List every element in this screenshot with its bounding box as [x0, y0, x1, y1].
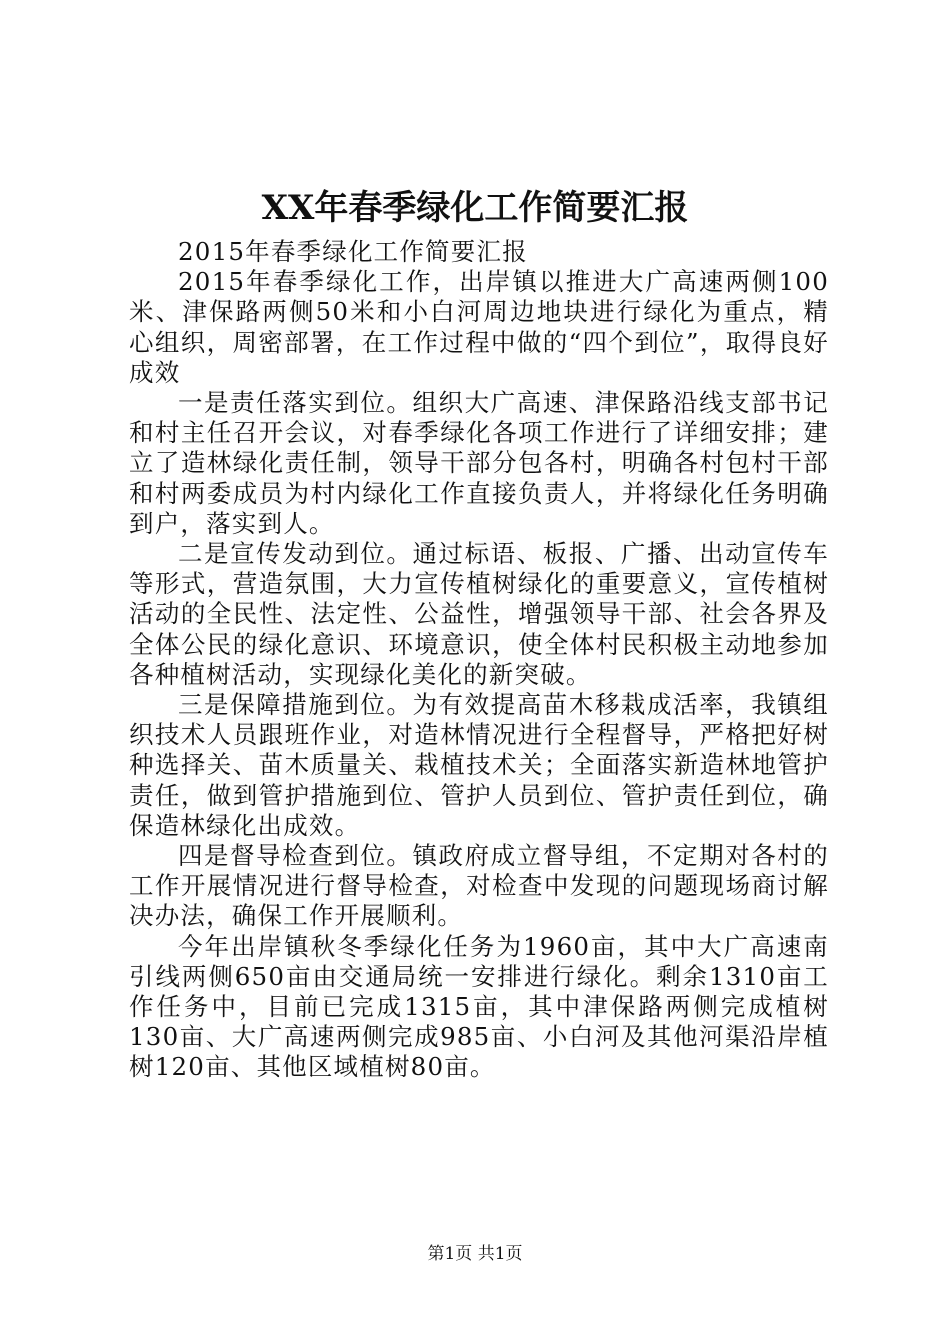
- paragraph-intro: 2015年春季绿化工作，出岸镇以推进大广高速两侧100米、津保路两侧50米和小白河周边地块进行绿化为重点，精心组织，周密部署，在工作过程中做的“四个到位”，取得良好成效: [129, 267, 829, 387]
- paragraph-progress: 今年出岸镇秋冬季绿化任务为1960亩，其中大广高速南引线两侧650亩由交通局统一安排进行绿化。剩余1310亩工作任务中，目前已完成1315亩，其中津保路两侧完成植树130亩、大广高速两侧完成985亩、小白河及其他河渠沿岸植树120亩、其他区域植树80亩。: [129, 931, 829, 1082]
- paragraph-subtitle: 2015年春季绿化工作简要汇报: [178, 237, 528, 266]
- paragraph-measures: 三是保障措施到位。为有效提高苗木移栽成活率，我镇组织技术人员跟班作业，对造林情况进行全程督导，严格把好树种选择关、苗木质量关、栽植技术关；全面落实新造林地管护责任，做到管护措施到位、管护人员到位、管护责任到位，确保造林绿化出成效。: [129, 690, 829, 840]
- document-body: [129, 237, 829, 1083]
- paragraph-publicity: 二是宣传发动到位。通过标语、板报、广播、出动宣传车等形式，营造氛围，大力宣传植树绿化的重要意义，宣传植树活动的全民性、法定性、公益性，增强领导干部、社会各界及全体公民的绿化意识、环境意识，使全体村民积极主动地参加各种植树活动，实现绿化美化的新突破。: [129, 539, 829, 689]
- paragraph-responsibility: 一是责任落实到位。组织大广高速、津保路沿线支部书记和村主任召开会议，对春季绿化各项工作进行了详细安排；建立了造林绿化责任制，领导干部分包各村，明确各村包村干部和村两委成员为村内绿化工作直接负责人，并将绿化任务明确到户，落实到人。: [129, 388, 829, 538]
- document-title: XX年春季绿化工作简要汇报: [261, 188, 689, 228]
- paragraph-supervision: 四是督导检查到位。镇政府成立督导组，不定期对各村的工作开展情况进行督导检查，对检查中发现的问题现场商讨解决办法，确保工作开展顺利。: [129, 841, 829, 931]
- page-number: 第1页 共1页: [427, 1244, 523, 1264]
